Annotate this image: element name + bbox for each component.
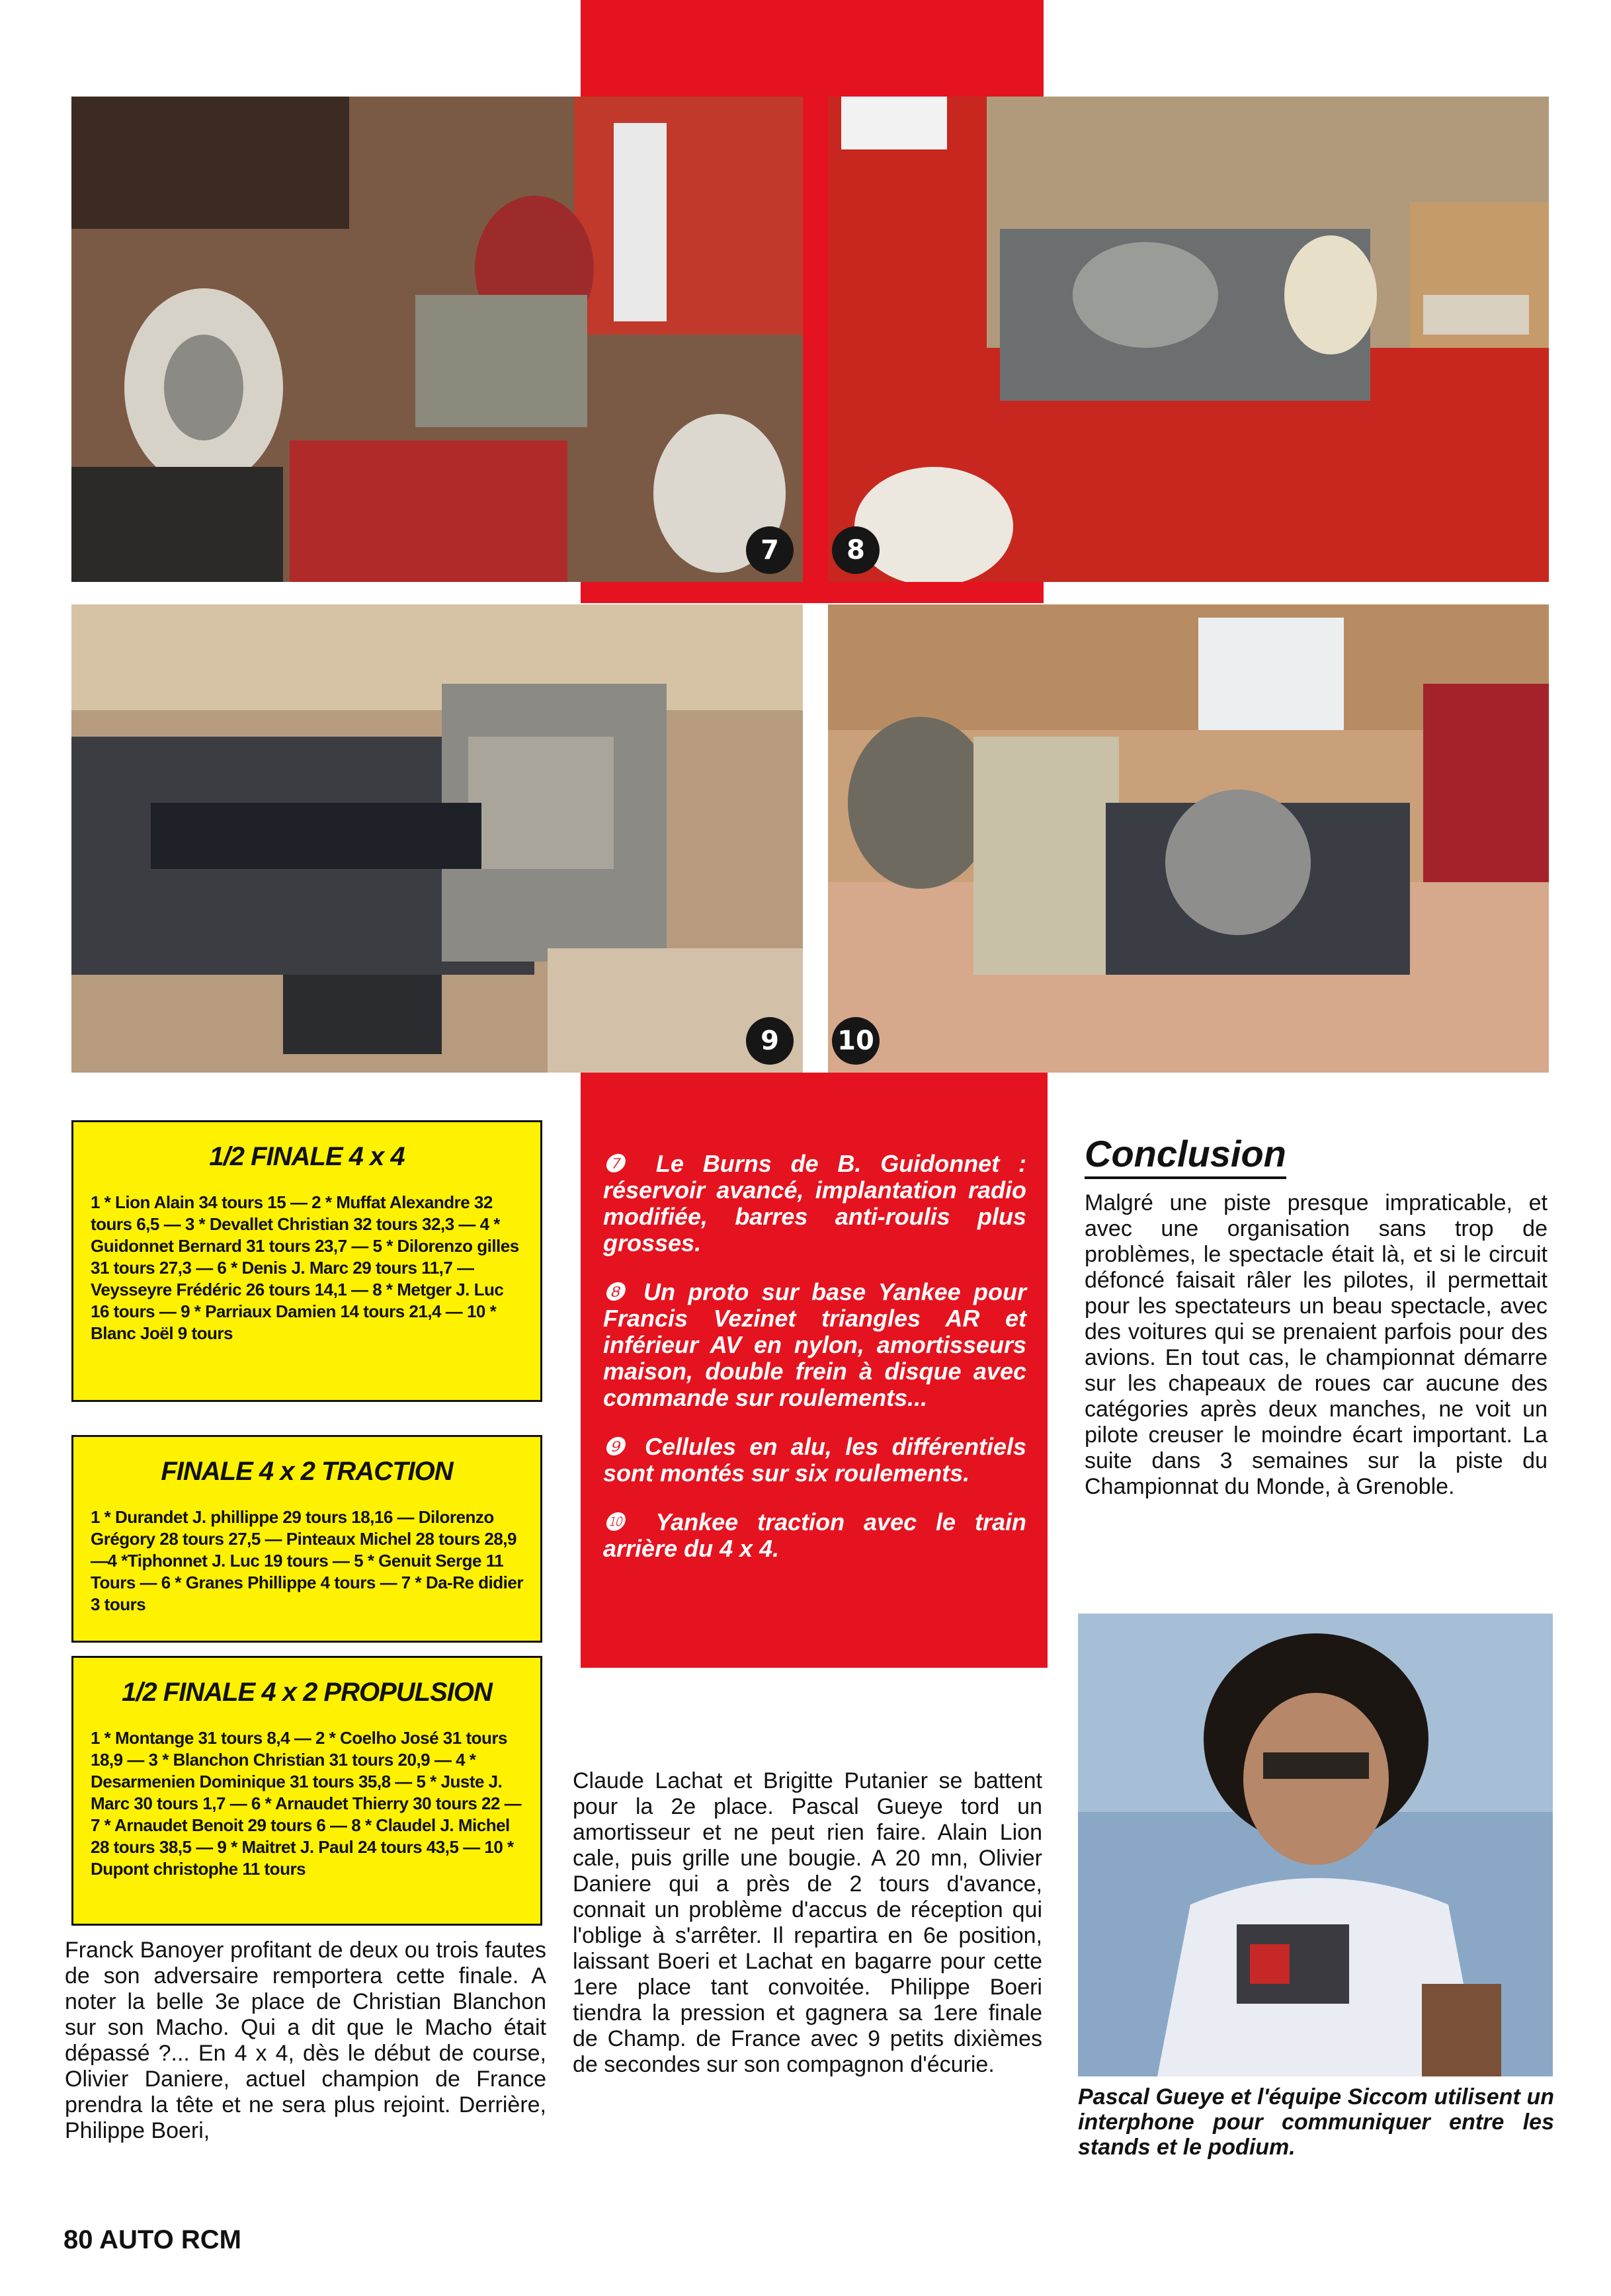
photo-caption-pascal: Pascal Gueye et l'équipe Siccom utilisent un interphone pour communiquer entre les stands et le podium.: [1078, 2084, 1554, 2160]
photo-number-9: 9: [746, 1017, 794, 1065]
photo-7: [71, 97, 803, 582]
article-text: Claude Lachat et Brigitte Putanier se battent pour la 2e place. Pascal Gueye tord un amortisseur et ne peut rien faire. Alain Lion cale, puis grille une bougie. A 20 mn, Olivier Daniere qui a près de 2 tours d'avance, connait un problème d'accus de réception qui l'oblige à s'arrêter. Il repartira en 6e position, laissant Boeri et Lachat en bagarre pour cette 1ere place tant convoitée. Philippe Boeri tiendra la pression et gagnera sa 1ere finale de Champ. de France avec 9 petits dixièmes de secondes sur son compagnon d'écurie.: [573, 1768, 1042, 2077]
photo-number-10: 10: [832, 1017, 880, 1065]
results-text: 1 * Montange 31 tours 8,4 — 2 * Coelho José 31 tours 18,9 — 3 * Blanchon Christian 31 tours 20,9 — 4 * Desarmenien Dominique 31 tours 35,8 — 5 * Juste J. Marc 30 tours 1,7 — 6 * Arnaudet Thierry 30 tours 22 — 7 * Arnaudet Benoit 29 tours 6 — 8 * Claudel J. Michel 28 tours 38,5 — 9 * Maitret J. Paul 24 tours 43,5 — 10 * Dupont christophe 11 tours: [91, 1728, 522, 1879]
photo-pascal-gueye: [1078, 1614, 1553, 2076]
caption-7: ❼ Le Burns de B. Guidonnet : réservoir avancé, implantation radio modifiée, barres anti-roulis plus grosses.: [603, 1150, 1026, 1256]
results-box-traction: [71, 1435, 542, 1643]
results-title: 1/2 FINALE 4 x 4: [209, 1142, 405, 1171]
photo-number-8: 8: [832, 526, 880, 574]
photo-9: [71, 604, 803, 1073]
page-number: 80: [63, 2225, 93, 2254]
photo-10: [828, 604, 1549, 1073]
results-box-4x4: [71, 1120, 542, 1402]
results-text: 1 * Durandet J. phillippe 29 tours 18,16 — Dilorenzo Grégory 28 tours 27,5 — Pinteaux Michel 28 tours 28,9 —4 *Tiphonnet J. Luc 19 tours — 5 * Genuit Serge 11 Tours — 6 * Granes Phillippe 4 tours — 7 * Da-Re didier 3 tours: [91, 1507, 523, 1614]
caption-9: ❾ Cellules en alu, les différentiels sont montés sur six roulements.: [603, 1433, 1026, 1487]
conclusion-text: Malgré une piste presque impraticable, et avec une organisation sans trop de problèmes, le spectacle était là, et si le circuit défoncé faisait râler les pilotes, il permettait pour les spectateurs un beau spectacle, avec des voitures qui se prenaient parfois pour des avions. En tout cas, le championnat démarre sur les chapeaux de roues car aucune des catégories après deux manches, ne voit un pilote creuser le moindre écart important. La suite dans 3 semaines sur la piste du Championnat du Monde, à Grenoble.: [1085, 1190, 1548, 1499]
conclusion-column: [1085, 1190, 1548, 1500]
article-column-1: [65, 1938, 546, 2144]
caption-8: ❽ Un proto sur base Yankee pour Francis Vezinet triangles AR et inférieur AV en nylon, amortisseurs maison, double frein à disque avec commande sur roulements...: [603, 1278, 1026, 1411]
photo-captions: [603, 1151, 1026, 1584]
page-footer: [63, 2225, 241, 2255]
photo-number-7: 7: [746, 526, 794, 574]
results-text: 1 * Lion Alain 34 tours 15 — 2 * Muffat Alexandre 32 tours 6,5 — 3 * Devallet Christian 32 tours 32,3 — 4 * Guidonnet Bernard 31 tours 23,7 — 5 * Dilorenzo gilles 31 tours 27,3 — 6 * Denis J. Marc 29 tours 11,7 — Veysseyre Frédéric 26 tours 14,1 — 8 * Metger J. Luc 16 tours — 9 * Parriaux Damien 14 tours 21,4 — 10 * Blanc Joël 9 tours: [91, 1192, 519, 1343]
results-title: FINALE 4 x 2 TRACTION: [161, 1457, 453, 1486]
caption-10: ❿ Yankee traction avec le train arrière du 4 x 4.: [603, 1508, 1026, 1562]
results-box-propulsion: [71, 1656, 542, 1926]
results-title: 1/2 FINALE 4 x 2 PROPULSION: [122, 1678, 492, 1707]
conclusion-heading: Conclusion: [1085, 1132, 1286, 1179]
magazine-name: AUTO RCM: [99, 2225, 241, 2254]
article-text: Franck Banoyer profitant de deux ou trois fautes de son adversaire remportera cette finale. A noter la belle 3e place de Christian Blanchon sur son Macho. Qui a dit que le Macho était dépassé ?... En 4 x 4, dès le début de course, Olivier Daniere, actuel champion de France prendra la tête et ne sera plus rejoint. Derrière, Philippe Boeri,: [65, 1938, 546, 2143]
photo-8: [828, 97, 1549, 582]
article-column-2: [573, 1768, 1042, 2078]
